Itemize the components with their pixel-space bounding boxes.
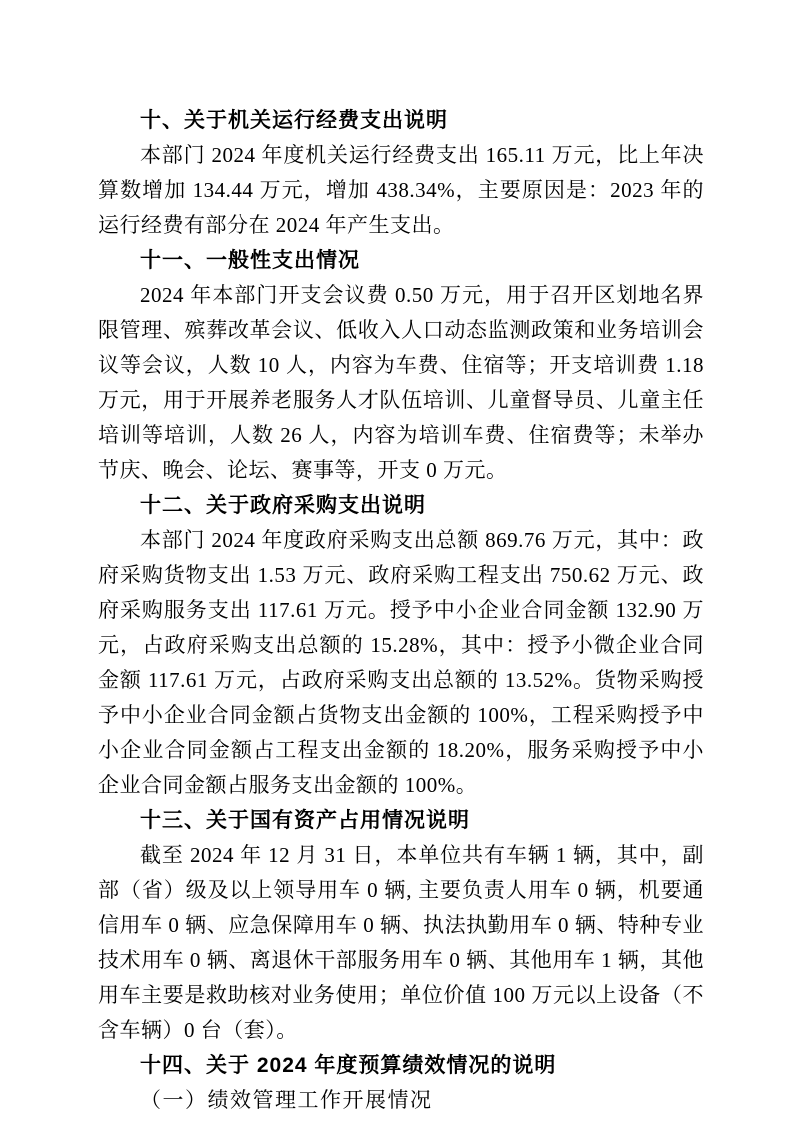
section-heading: 十三、关于国有资产占用情况说明	[140, 809, 470, 832]
paragraph: 截至 2024 年 12 月 31 日，本单位共有车辆 1 辆，其中，副部（省）级及以上领导用车 0 辆, 主要负责人用车 0 辆，机要通信用车 0 辆、应急保障用车 0 辆、执法执勤用车 0 辆、特种专业技术用车 0 辆、离退休干部服务用车 0 辆、其他用车 1 辆，其他用车主要是救助核对业务使用；单位价值 100 万元以上设备（不含车辆）0 台（套）。	[98, 843, 704, 1042]
paragraph: 本部门 2024 年度政府采购支出总额 869.76 万元，其中：政府采购货物支出 1.53 万元、政府采购工程支出 750.62 万元、政府采购服务支出 117.61 万元。授予中小企业合同金额 132.90 万元，占政府采购支出总额的 15.28%，其中：授予小微企业合同金额 117.61 万元，占政府采购支出总额的 13.52%。货物采购授予中小企业合同金额占货物支出金额的 100%，工程采购授予中小企业合同金额占工程支出金额的 18.20%，服务采购授予中小企业合同金额占服务支出金额的 100%。	[98, 528, 704, 797]
paragraph: 本部门 2024 年度机关运行经费支出 165.11 万元，比上年决算数增加 134.44 万元，增加 438.34%，主要原因是：2023 年的运行经费有部分在 2024 年产生支出。	[98, 143, 704, 237]
document-body	[98, 103, 704, 1118]
section-heading: 十四、关于 2024 年度预算绩效情况的说明	[140, 1054, 557, 1077]
paragraph: 2024 年本部门开支会议费 0.50 万元，用于召开区划地名界限管理、殡葬改革会议、低收入人口动态监测政策和业务培训会议等会议，人数 10 人，内容为车费、住宿等；开支培训费 1.18 万元，用于开展养老服务人才队伍培训、儿童督导员、儿童主任培训等培训，人数 26 人，内容为培训车费、住宿费等；未举办节庆、晚会、论坛、赛事等，开支 0 万元。	[98, 283, 704, 482]
section-heading: 十二、关于政府采购支出说明	[140, 494, 426, 517]
section-heading: 十、关于机关运行经费支出说明	[140, 109, 448, 132]
section-heading: 十一、一般性支出情况	[140, 249, 360, 272]
section-subheading: （一）绩效管理工作开展情况	[140, 1088, 433, 1112]
